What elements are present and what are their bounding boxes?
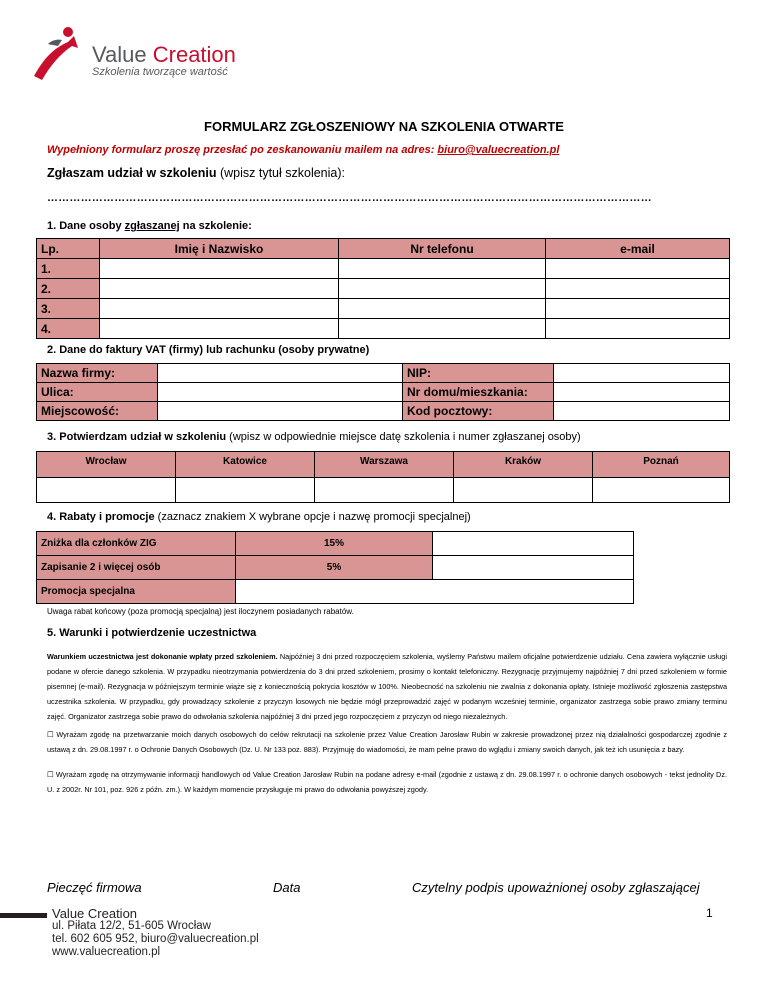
phone-cell[interactable]: [339, 279, 546, 299]
footer-address: ul. Piłata 12/2, 51-605 Wrocław: [52, 920, 211, 932]
training-line: Zgłaszam udział w szkoleniu (wpisz tytuł szkolenia):: [47, 166, 345, 180]
date-cell[interactable]: [454, 478, 593, 503]
footer-company: Value Creation: [52, 906, 138, 921]
invoice-table: [36, 363, 730, 421]
name-cell[interactable]: [100, 259, 339, 279]
footer: [52, 907, 259, 959]
date-label: Data: [273, 880, 301, 895]
special-promo-label: Promocja specjalna: [37, 580, 236, 604]
col-header-email: e-mail: [546, 239, 730, 259]
instruction: Wypełniony formularz proszę przesłać po zeskanowaniu mailem na adres: biuro@valuecreation.pl: [47, 144, 560, 156]
name-cell[interactable]: [100, 299, 339, 319]
email-cell[interactable]: [546, 279, 730, 299]
date-cell[interactable]: [37, 478, 176, 503]
footer-contact: tel. 602 605 952, biuro@valuecreation.pl: [52, 933, 259, 945]
row-number: 1.: [37, 259, 100, 279]
col-header-name: Imię i Nazwisko: [100, 239, 339, 259]
name-cell[interactable]: [100, 279, 339, 299]
discount-note: Uwaga rabat końcowy (poza promocją specjalną) jest iloczynem posiadanych rabatów.: [47, 607, 354, 616]
phone-cell[interactable]: [339, 319, 546, 339]
section5-title: 5. Warunki i potwierdzenie uczestnictwa: [47, 627, 257, 639]
company-cell[interactable]: [158, 364, 403, 383]
row-number: 3.: [37, 299, 100, 319]
row-number: 2.: [37, 279, 100, 299]
city-wroclaw: Wrocław: [37, 452, 176, 478]
city-krakow: Kraków: [454, 452, 593, 478]
email-cell[interactable]: [546, 259, 730, 279]
section4-title: 4. Rabaty i promocje (zaznacz znakiem X wybrane opcje i nazwę promocji specjalnej): [47, 511, 471, 523]
page-title: FORMULARZ ZGŁOSZENIOWY NA SZKOLENIA OTWARTE: [204, 119, 564, 134]
training-title-field[interactable]: ………………………………………………………………………………………………………………………………………………: [47, 192, 652, 204]
section2-title: 2. Dane do faktury VAT (firmy) lub rachunku (osoby prywatne): [47, 344, 370, 356]
discounts-table: [36, 531, 634, 604]
nip-cell[interactable]: [554, 364, 730, 383]
discount-label: Zniżka dla członków ZIG: [37, 532, 236, 556]
postcode-cell[interactable]: [554, 402, 730, 421]
email-cell[interactable]: [546, 299, 730, 319]
signature-label: Czytelny podpis upoważnionej osoby zgłaszającej: [412, 880, 700, 895]
label-postcode: Kod pocztowy:: [403, 402, 554, 421]
street-cell[interactable]: [158, 383, 403, 402]
phone-cell[interactable]: [339, 259, 546, 279]
section1-title: 1. Dane osoby zgłaszanej na szkolenie:: [47, 220, 252, 232]
instruction-email-link[interactable]: biuro@valuecreation.pl: [437, 144, 560, 156]
city-cell[interactable]: [158, 402, 403, 421]
col-header-lp: Lp.: [37, 239, 100, 259]
city-warszawa: Warszawa: [315, 452, 454, 478]
city-poznan: Poznań: [593, 452, 730, 478]
participants-table: [36, 238, 730, 339]
date-cell[interactable]: [176, 478, 315, 503]
special-promo-cell[interactable]: [236, 580, 634, 604]
col-header-phone: Nr telefonu: [339, 239, 546, 259]
logo-tagline: Szkolenia tworzące wartość: [92, 66, 228, 78]
consent-1: ☐ Wyrażam zgodę na przetwarzanie moich danych osobowych do celów rekrutacji na szkolenie przez Value Creation Jarosław Rubin w zakresie prowadzonej przez nią działalności gospodarczej zgodnie z ustawą z dn. 29.08.1997 r. o Ochronie Danych Osobowych (Dz. U. Nr 133 poz. 883). Przyjmuję do wiadomości, że mam pełne prawo do wglądu i zmiany swoich danych, jak też ich usunięcia z bazy.: [47, 730, 728, 754]
discount-checkbox-cell[interactable]: [433, 532, 634, 556]
discount-checkbox-cell[interactable]: [433, 556, 634, 580]
discount-value: 15%: [236, 532, 433, 556]
city-katowice: Katowice: [176, 452, 315, 478]
label-house-no: Nr domu/mieszkania:: [403, 383, 554, 402]
footer-www: www.valuecreation.pl: [52, 946, 161, 958]
discount-value: 5%: [236, 556, 433, 580]
section3-title: 3. Potwierdzam udział w szkoleniu (wpisz w odpowiednie miejsce datę szkolenia i numer zgłaszanej osoby): [47, 431, 581, 443]
logo-brand: Value Creation: [92, 42, 236, 67]
dates-table: [36, 451, 730, 503]
consent-1-checkbox[interactable]: ☐: [47, 730, 57, 739]
date-cell[interactable]: [593, 478, 730, 503]
label-city: Miejscowość:: [37, 402, 158, 421]
row-number: 4.: [37, 319, 100, 339]
house-no-cell[interactable]: [554, 383, 730, 402]
label-nip: NIP:: [403, 364, 554, 383]
email-cell[interactable]: [546, 319, 730, 339]
label-company: Nazwa firmy:: [37, 364, 158, 383]
consent-2-checkbox[interactable]: ☐: [47, 770, 56, 779]
logo-swoosh-icon: [28, 22, 92, 86]
footer-bar: [0, 913, 47, 918]
terms-text: Warunkiem uczestnictwa jest dokonanie wpłaty przed szkoleniem. Najpóźniej 3 dni przed rozpoczęciem szkolenia, wyślemy Państwu mailem oficjalne potwierdzenie udziału. Cena zawiera wyłącznie usługi podane w ofercie danego szkolenia. W przypadku nieotrzymania potwierdzenia do 3 dni przed szkoleniem, prosimy o kontakt telefoniczny. Rezygnację przyjmujemy najpóźniej 7 dni przed szkoleniem w formie pisemnej (e-mail). Rezygnacja w późniejszym terminie wiąże się z koniecznością pokrycia kosztów w 100%. Nieobecność na szkoleniu nie zwalnia z dokonania opłaty. Istnieje możliwość zgłoszenia zastępstwa uczestnika szkolenia. W przypadku, gdy prowadzący szkolenie z przyczyn losowych nie będzie mógł przeprowadzić zajęć w podanym wcześniej terminie, organizator zastrzega sobie prawo zmiany terminu zajęć. Organizator zastrzega sobie prawo do odwołania szkolenia najpóźniej 3 dni przed jego rozpoczęciem z przyczyn od niego niezależnych.: [47, 652, 727, 721]
name-cell[interactable]: [100, 319, 339, 339]
date-cell[interactable]: [315, 478, 454, 503]
phone-cell[interactable]: [339, 299, 546, 319]
discount-label: Zapisanie 2 i więcej osób: [37, 556, 236, 580]
label-street: Ulica:: [37, 383, 158, 402]
consent-2: ☐ Wyrażam zgodę na otrzymywanie informacji handlowych od Value Creation Jarosław Rubin na podane adresy e-mail (zgodnie z ustawą z dn. 29.08.1997 r. o ochronie danych osobowych - tekst jednolity Dz. U. z 2002r. Nr 101, poz. 926 z późn. zm.). W każdym momencie przysługuje mi prawo do odwołania powyższej zgody.: [47, 770, 728, 794]
stamp-label: Pieczęć firmowa: [47, 880, 142, 895]
page-number: 1: [706, 906, 713, 920]
